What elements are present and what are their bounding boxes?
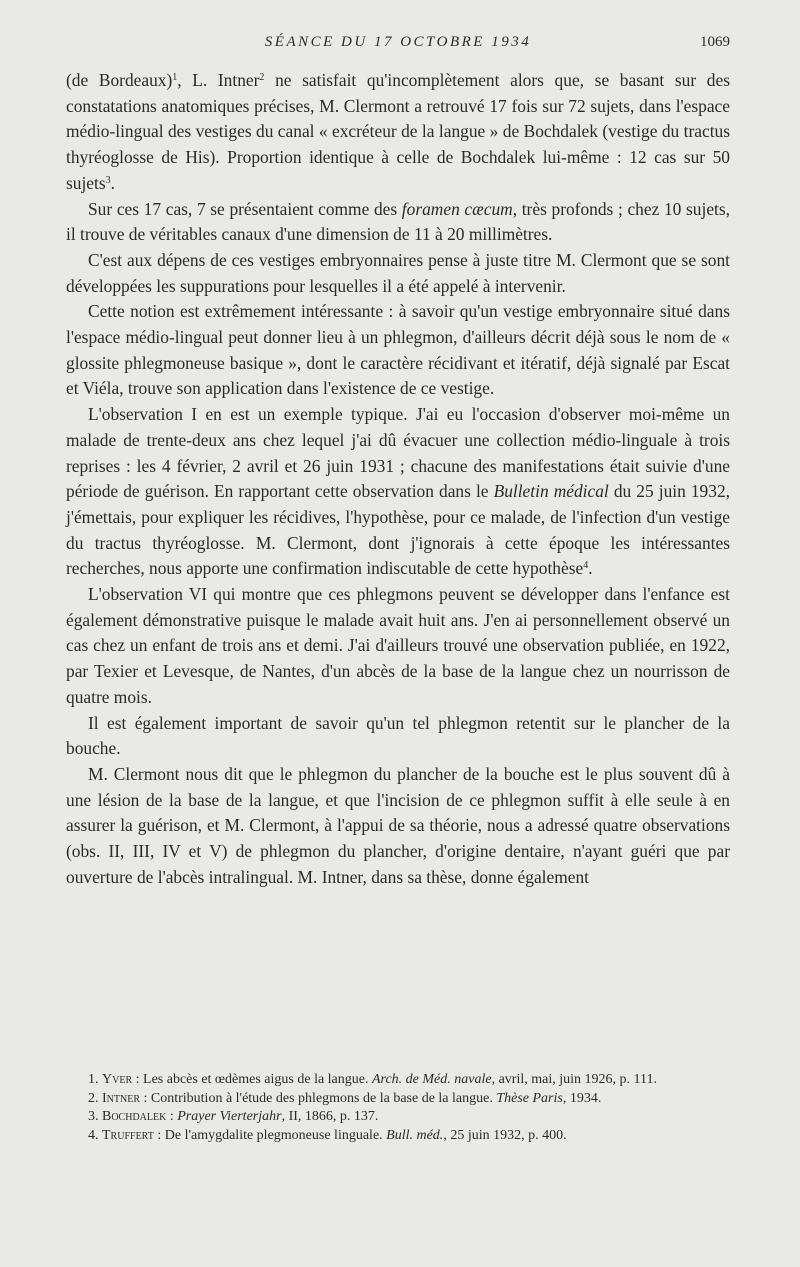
page-header — [66, 34, 730, 58]
footnotes — [66, 1071, 730, 1145]
footnote-ref-1: 1 — [172, 72, 178, 83]
footnote-text: , II, 1866, p. 137. — [281, 1109, 379, 1125]
paragraph-5 — [66, 402, 730, 582]
paragraph-4: Cette notion est extrêmement intéressante : à savoir qu'un vestige embryonnaire situé dans l'espace médio-lingual peut donner lieu à un phlegmon, d'ailleurs décrit déjà sous le nom de « glossite phlegmoneuse basique », dont le caractère récidivant et itératif, déjà signalé par Escat et Viéla, trouve son application dans l'existence de ce vestige. — [66, 301, 730, 399]
footnote-3 — [66, 1108, 730, 1127]
footnote-ref-3: 3 — [105, 174, 111, 186]
paragraph-text: , très profonds ; chez 10 sujets, il trouve de véritables canaux d'une dimension de 11 à 20 millimètres. — [66, 198, 730, 245]
italic-journal-title: Bulletin médical — [493, 481, 609, 502]
footnote-author: Intner — [102, 1090, 140, 1106]
paragraph-text: ne satisfait qu'incomplètement alors que, se basant sur des constatations anatomiques précises, M. Clermont a retrouvé 17 fois sur 72 sujets, dans l'espace médio-lingual des vestiges du canal « excréteur de la langue » de Bochdalek (vestige du tractus thyréoglosse de His). Proportion identique à celle de Bochdalek lui-même : 12 cas sur 50 sujets — [66, 70, 730, 193]
footnote-number: 1. — [88, 1072, 99, 1087]
paragraph-text: , L. Intner — [177, 70, 260, 90]
footnote-number: 2. — [88, 1090, 99, 1106]
footnote-author: Yver — [102, 1072, 133, 1087]
footnote-source: Thèse Paris — [496, 1090, 563, 1106]
paragraph-3: C'est aux dépens de ces vestiges embryonnaires pense à juste titre M. Clermont que se sont développées les suppurations pour lesquelles il a été appelé à intervenir. — [66, 249, 730, 296]
paragraph-7: Il est également important de savoir qu'un tel phlegmon retentit sur le plancher de la bouche. — [66, 712, 730, 759]
paragraph-text: . — [588, 558, 593, 579]
footnote-2 — [66, 1090, 730, 1109]
footnote-number: 3. — [88, 1109, 99, 1125]
footnote-ref-2: 2 — [259, 72, 265, 83]
paragraph-text: L'observation I en est un exemple typique. J'ai eu l'occasion d'observer moi-même un malade de trente-deux ans chez lequel j'ai dû évacuer une collection médio-linguale à trois reprises : les 4 février, 2 avril et 26 juin 1931 ; chacune des manifestations était suivie d'une période de guérison. En rapportant cette observation dans le — [66, 404, 730, 502]
footnote-text: , 25 juin 1932, p. 400. — [443, 1127, 567, 1143]
footnote-1 — [66, 1071, 730, 1090]
footnote-text: , avril, mai, juin 1926, p. 111. — [491, 1072, 657, 1087]
footnote-text: : Les abcès et œdèmes aigus de la langue. — [132, 1072, 372, 1087]
footnote-4 — [66, 1127, 730, 1146]
footnote-author: Truffert — [102, 1127, 154, 1143]
footnote-text: , 1934. — [562, 1090, 602, 1106]
paragraph-6: L'observation VI qui montre que ces phlegmons peuvent se développer dans l'enfance est également démonstrative puisque le malade avait huit ans. J'en ai personnellement observé un cas chez un enfant de trois ans et demi. J'ai d'ailleurs trouvé une observation publiée, en 1922, par Texier et Levesque, de Nantes, d'un abcès de la base de la langue chez un nourrisson de quatre mois. — [66, 584, 730, 707]
paragraph-1 — [66, 68, 730, 197]
paragraph-8: M. Clermont nous dit que le phlegmon du plancher de la bouche est le plus souvent dû à une lésion de la base de la langue, et que l'incision de ce phlegmon suffit à elle seule à en assurer la guérison, et M. Clermont, à l'appui de sa théorie, nous a adressé quatre observations (obs. II, III, IV et V) de phlegmon du plancher, d'origine dentaire, n'ayant guéri que par ouverture de l'abcès intralingual. M. Intner, dans sa thèse, donne également — [66, 763, 730, 887]
body-text — [66, 68, 730, 891]
footnote-text: : Contribution à l'étude des phlegmons de la base de la langue. — [140, 1090, 497, 1106]
paragraph-2 — [66, 197, 730, 248]
footnote-source: Arch. de Méd. navale — [371, 1072, 492, 1087]
italic-term: foramen cæcum — [401, 198, 513, 219]
running-title: SÉANCE DU 17 OCTOBRE 1934 — [264, 34, 532, 50]
paragraph-text: (de Bordeaux) — [66, 70, 173, 90]
footnote-text: : De l'amygdalite plegmoneuse linguale. — [153, 1127, 387, 1143]
footnote-text: : — [166, 1109, 178, 1125]
paragraph-text: du 25 juin 1932, j'émettais, pour expliquer les récidives, l'hypothèse, pour ce malade, de l'infection d'un vestige du tractus thyréoglosse. M. Clermont, dont j'ignorais à cette époque les intéressantes recherches, nous apporte une confirmation indiscutable de cette hypothèse — [66, 481, 730, 579]
footnote-source: Prayer Vierterjahr — [177, 1109, 282, 1125]
footnote-author: Bochdalek — [102, 1109, 167, 1125]
footnote-source: Bull. méd. — [386, 1127, 444, 1143]
footnote-ref-4: 4 — [583, 560, 589, 572]
paragraph-text: . — [110, 172, 115, 193]
footnote-number: 4. — [88, 1127, 99, 1143]
page-number: 1069 — [700, 34, 730, 50]
paragraph-text: Sur ces 17 cas, 7 se présentaient comme des — [88, 198, 402, 219]
